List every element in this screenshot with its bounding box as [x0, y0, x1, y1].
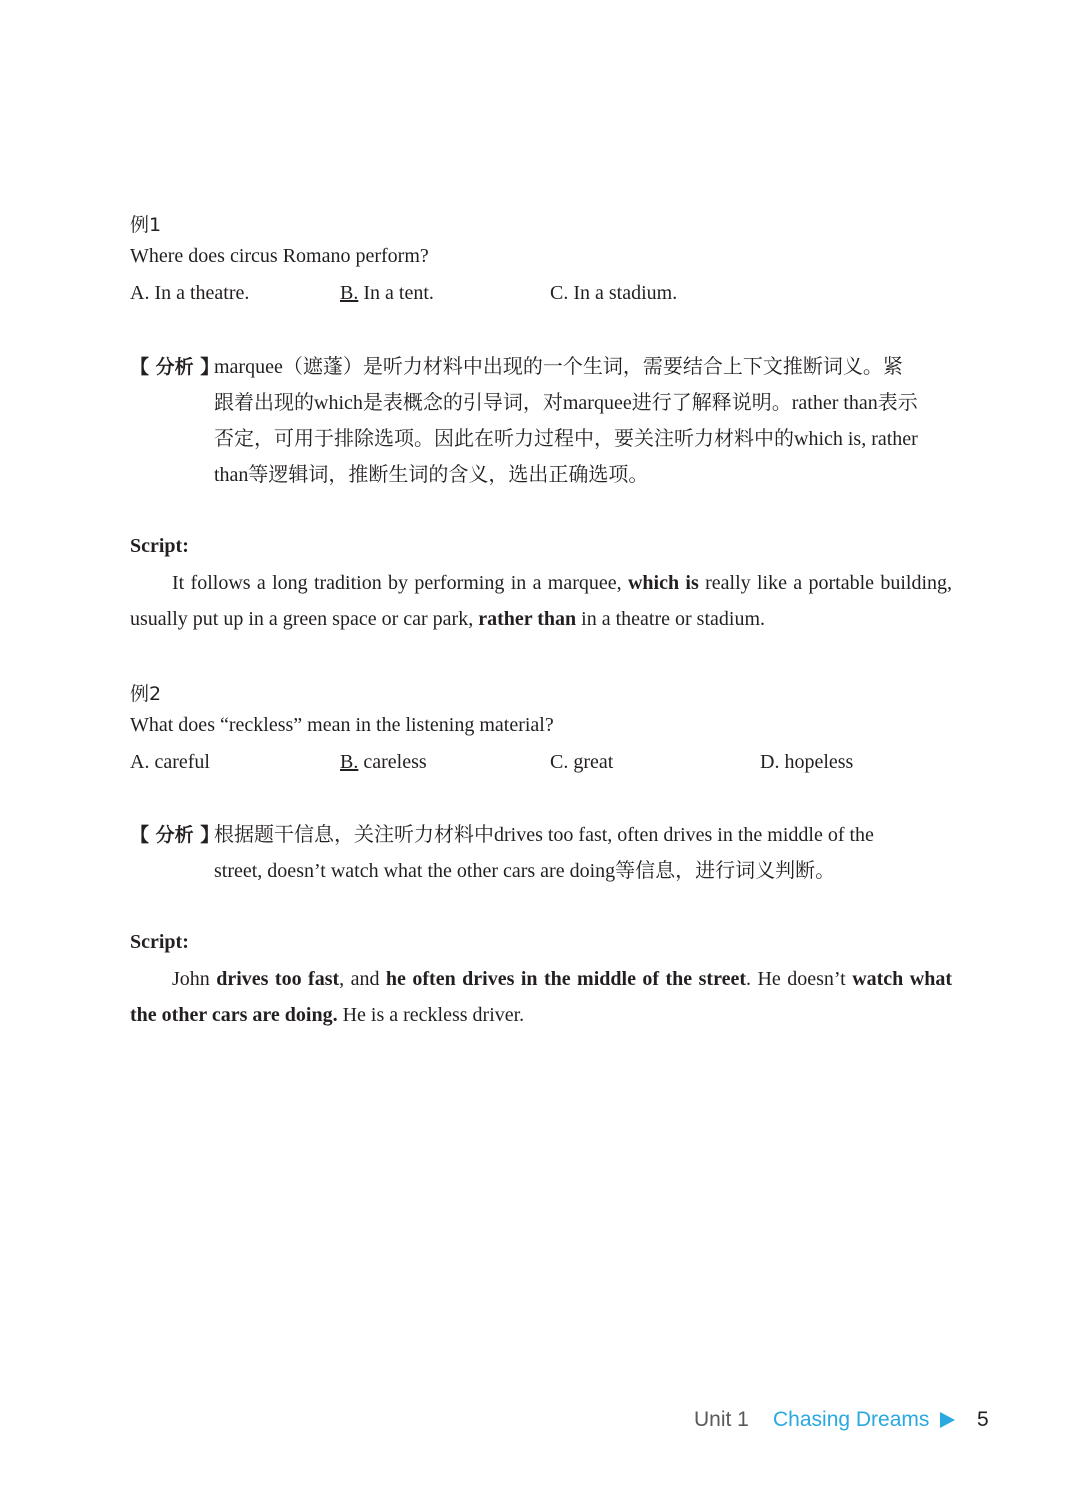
script-bold-segment: he often drives in the middle of the street	[385, 968, 746, 990]
example-2-analysis-tag	[130, 817, 219, 853]
option-letter: A.	[130, 282, 150, 304]
script-segment: in a theatre or stadium.	[576, 608, 765, 630]
example-2-label: 例2	[130, 683, 162, 705]
option-letter-answer: B.	[340, 751, 359, 773]
example-1-script-text	[130, 565, 952, 637]
example-1-analysis	[214, 349, 952, 493]
analysis-tag-text: 【 分析 】	[130, 356, 220, 378]
option-letter: C.	[550, 282, 569, 304]
example-1-analysis-tag	[130, 349, 219, 385]
option-text: In a tent.	[358, 282, 434, 304]
example-1-script-label: Script:	[130, 535, 189, 557]
analysis-tag-text: 【 分析 】	[130, 824, 220, 846]
analysis-line: 否定，可用于排除选项。因此在听力过程中，要关注听力材料中的which is, rather	[214, 428, 918, 450]
option-letter-answer: B.	[340, 282, 359, 304]
option-text: careful	[149, 751, 210, 773]
script-bold-segment: watch what the other cars are doing.	[130, 968, 952, 1026]
script-segment: really like a portable building, usually put up in a green space or car park,	[130, 572, 953, 630]
option-text: careless	[358, 751, 427, 773]
example-2-option-a	[130, 751, 210, 774]
option-letter: D.	[760, 751, 780, 773]
script-bold-segment: drives too fast	[216, 968, 340, 990]
script-bold-segment: rather than	[478, 608, 577, 630]
script-segment: It follows a long tradition by performing in a marquee,	[172, 572, 628, 594]
footer-unit: Unit 1	[694, 1408, 749, 1431]
script-segment: He is a reckless driver.	[337, 1004, 525, 1026]
analysis-line: marquee（遮蓬）是听力材料中出现的一个生词，需要结合上下文推断词义。紧	[214, 356, 903, 378]
example-2-option-c	[550, 751, 613, 774]
option-text: great	[568, 751, 614, 773]
script-bold-segment: which is	[627, 572, 699, 594]
example-1-option-a	[130, 282, 249, 305]
option-text: In a stadium.	[568, 282, 678, 304]
example-2-script-label: Script:	[130, 931, 189, 953]
analysis-line: street, doesn’t watch what the other cars are doing等信息，进行词义判断。	[214, 860, 836, 882]
page-number: 5	[977, 1408, 989, 1431]
analysis-line: 根据题干信息，关注听力材料中drives too fast, often drives in the middle of the	[214, 824, 874, 846]
option-letter: C.	[550, 751, 569, 773]
analysis-line: than等逻辑词，推断生词的含义，选出正确选项。	[214, 464, 649, 486]
analysis-line: 跟着出现的which是表概念的引导词，对marquee进行了解释说明。rather than表示	[214, 392, 918, 414]
option-letter: A.	[130, 751, 150, 773]
example-1-question: Where does circus Romano perform?	[130, 245, 429, 267]
script-segment: . He doesn’t	[746, 968, 853, 990]
example-2-script-text	[130, 961, 952, 1033]
script-segment: , and	[339, 968, 386, 990]
option-text: hopeless	[779, 751, 854, 773]
example-1-option-b	[340, 282, 434, 305]
example-1-option-c	[550, 282, 677, 305]
example-2-analysis	[214, 817, 952, 889]
example-1-label: 例1	[130, 214, 162, 236]
example-2-option-b	[340, 751, 427, 774]
script-segment: John	[172, 968, 217, 990]
example-2-option-d	[760, 751, 853, 774]
play-triangle-icon	[940, 1412, 955, 1428]
example-2-question: What does “reckless” mean in the listening material?	[130, 714, 554, 736]
footer-unit-title: Chasing Dreams	[773, 1408, 930, 1431]
option-text: In a theatre.	[149, 282, 250, 304]
